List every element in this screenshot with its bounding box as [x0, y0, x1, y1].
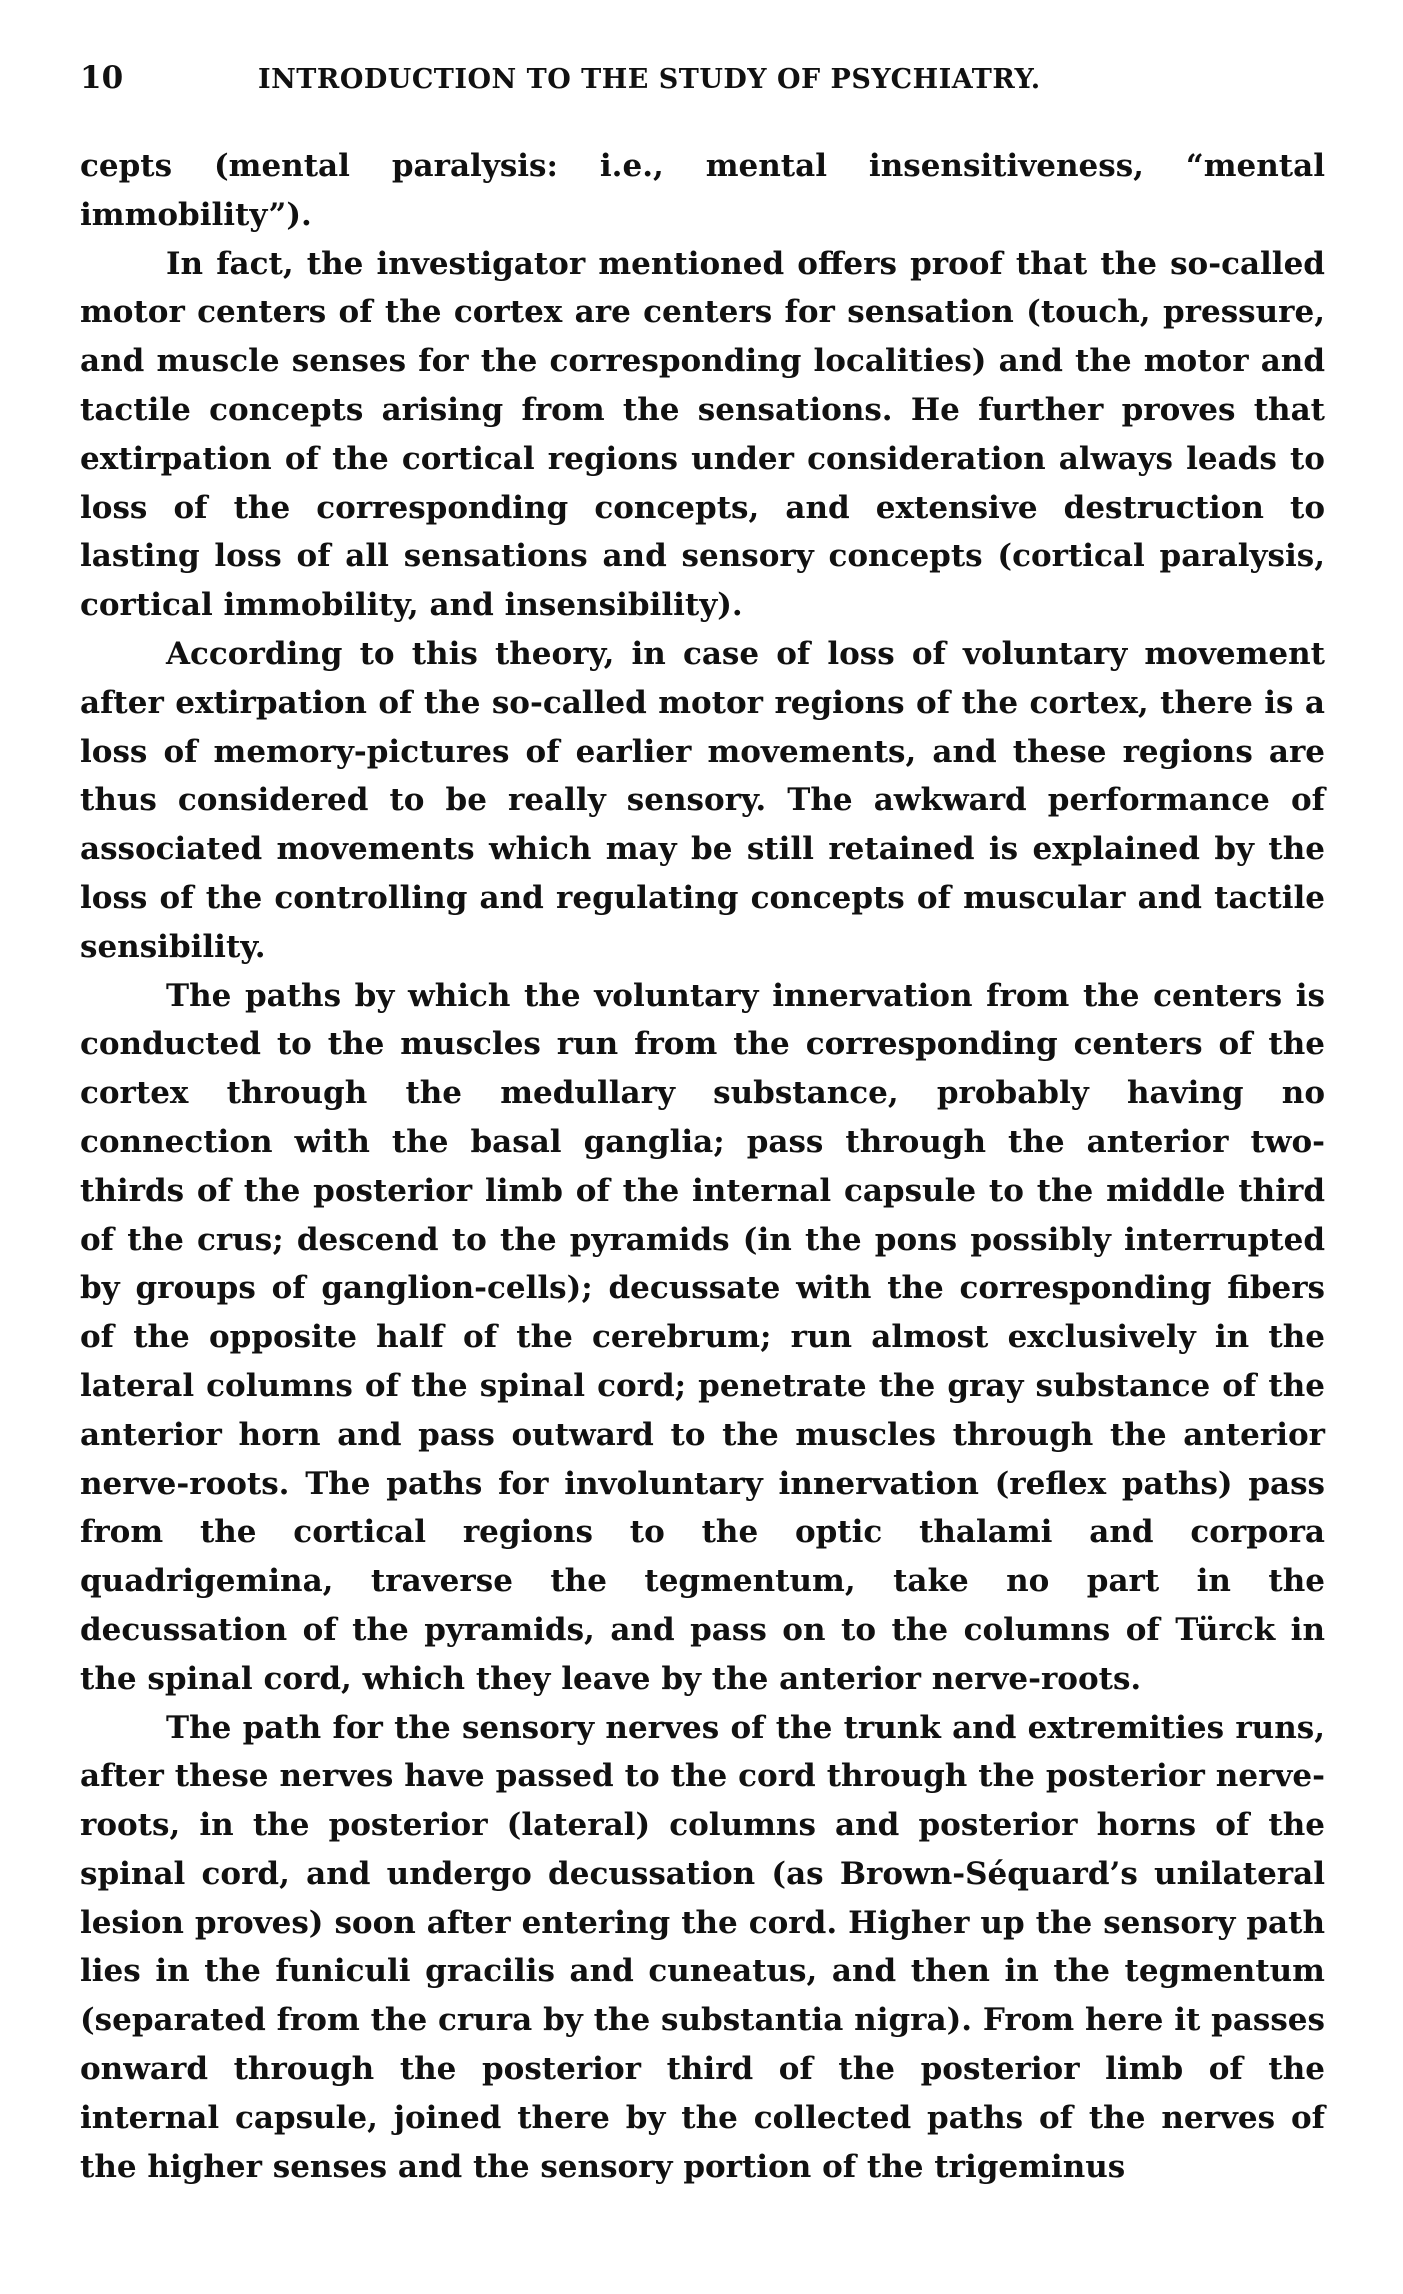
running-head [80, 60, 1325, 116]
book-page [80, 60, 1325, 2191]
paragraph-continuation: cepts (mental paralysis: i.e., mental insensitiveness, “mental immobility”). [80, 148, 1325, 233]
paragraph: According to this theory, in case of loss of voluntary movement after extirpation of the so-called motor regions of the cortex, there is a loss of memory-pictures of earlier movements, and these regions are thus considered to be really sensory. The awkward performance of associated movements which may be still retained is explained by the loss of the controlling and regulating concepts of muscular and tactile sensibility. [80, 635, 1325, 965]
paragraph: The path for the sensory nerves of the trunk and extremities runs, after these nerves have passed to the cord through the posterior nerve-roots, in the posterior (lateral) columns and posterior horns of the spinal cord, and undergo decussation (as Brown-Séquard’s unilateral lesion proves) soon after entering the cord. Higher up the sensory path lies in the funiculi gracilis and cuneatus, and then in the tegmentum (separated from the crura by the substantia nigra). From here it passes onward through the posterior third of the posterior limb of the internal capsule, joined there by the collected paths of the nerves of the higher senses and the sensory portion of the trigeminus [80, 1709, 1325, 2185]
paragraph: The paths by which the voluntary innervation from the centers is conducted to the muscles run from the corresponding centers of the cortex through the medullary substance, probably having no connection with the basal ganglia; pass through the anterior two-thirds of the posterior limb of the internal capsule to the middle third of the crus; descend to the pyramids (in the pons possibly interrupted by groups of ganglion-cells); decussate with the corresponding fibers of the opposite half of the cerebrum; run almost exclusively in the lateral columns of the spinal cord; penetrate the gray substance of the anterior horn and pass outward to the muscles through the anterior nerve-roots. The paths for involuntary innervation (reflex paths) pass from the cortical regions to the optic thalami and corpora quadrigemina, traverse the tegmentum, take no part in the decussation of the pyramids, and pass on to the columns of Türck in the spinal cord, which they leave by the anterior nerve-roots. [80, 977, 1325, 1697]
paragraph: In fact, the investigator mentioned offers proof that the so-called motor centers of the cortex are centers for sensation (touch, pressure, and muscle senses for the corresponding localities) and the motor and tactile concepts arising from the sensations. He further proves that extirpation of the cortical regions under consideration always leads to loss of the corresponding concepts, and extensive destruction to lasting loss of all sensations and sensory concepts (cortical paralysis, cortical immobility, and insensibility). [80, 245, 1325, 624]
body-text [80, 142, 1325, 2191]
page-number: 10 [80, 60, 124, 96]
running-title: INTRODUCTION TO THE STUDY OF PSYCHIATRY. [258, 64, 1041, 95]
